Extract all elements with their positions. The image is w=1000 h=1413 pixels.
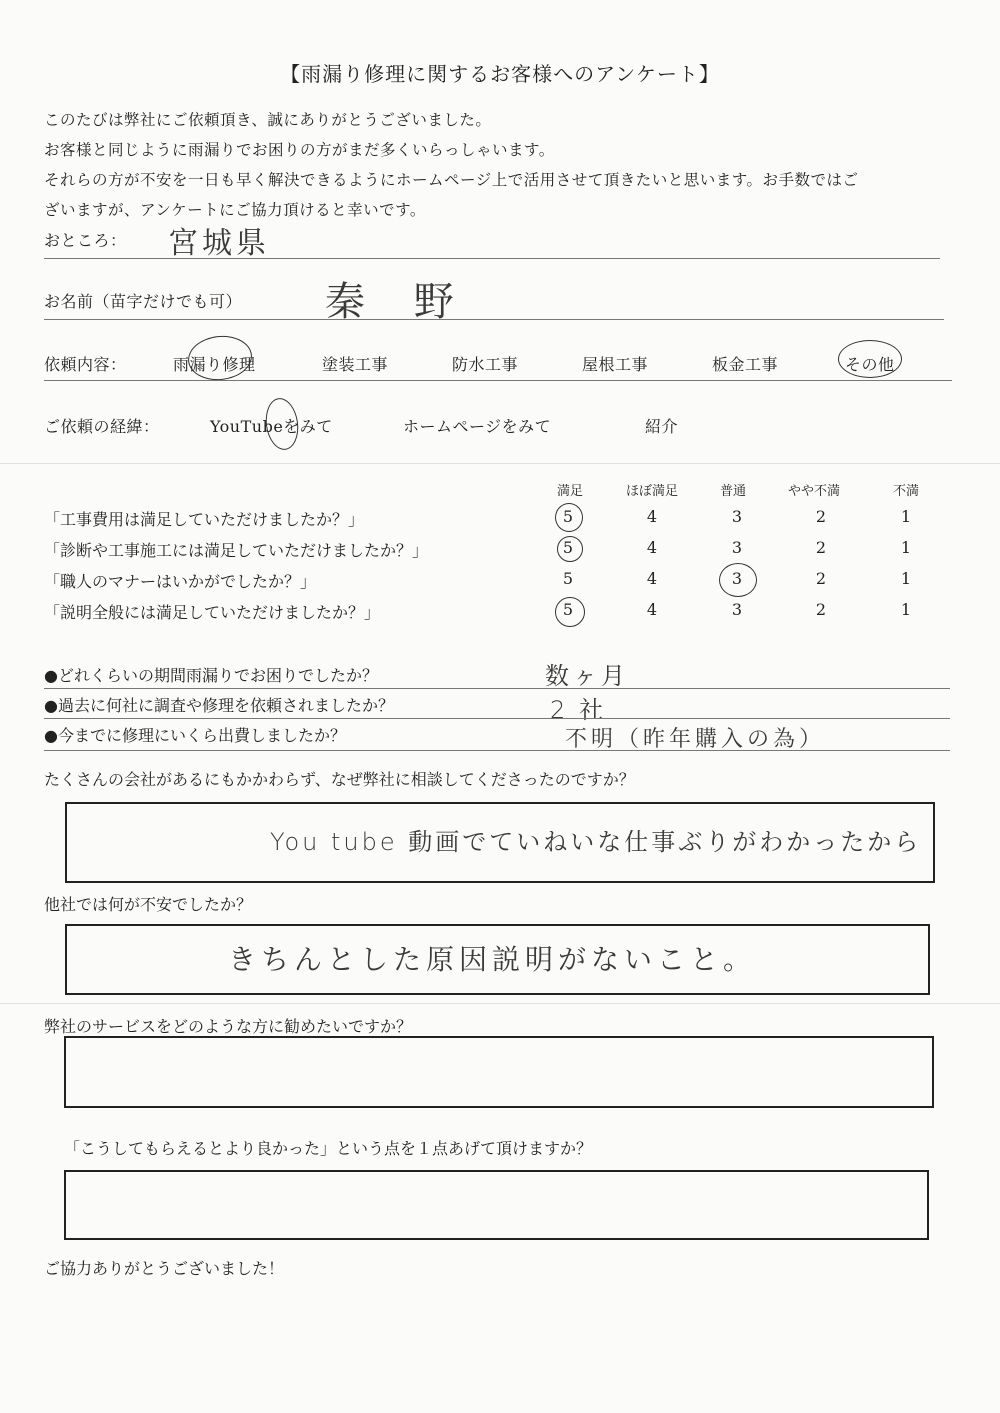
request-underline [44,380,952,381]
answer-circle [557,536,583,562]
scale-header: ほぼ満足 [625,484,678,499]
satisfaction-question: 「工事費用は満足していただけましたか？」 [44,510,365,529]
scale-option[interactable]: 5 [562,600,574,619]
scale-option[interactable]: 5 [562,569,574,588]
free-question: たくさんの会社があるにもかかわらず、なぜ弊社に相談してくださったのですか？ [44,770,635,789]
scale-option[interactable]: 3 [731,507,743,526]
bullet-underline [44,718,950,719]
source-label: ご依頼の経緯： [44,417,160,436]
name-underline [44,319,944,320]
scale-option[interactable]: 4 [646,538,658,557]
bullet-question: ●どれくらいの期間雨漏りでお困りでしたか？ [44,666,378,685]
satisfaction-question: 「診断や工事施工には満足していただけましたか？」 [44,541,429,560]
bullet-answer[interactable]: 2社 [550,696,618,724]
scale-option[interactable]: 1 [900,600,912,619]
request-label: 依頼内容： [44,355,127,374]
scale-option[interactable]: 3 [731,538,743,557]
bullet-answer[interactable]: 不明（昨年購入の為） [565,727,826,752]
intro-line: このたびは弊社にご依頼頂き、誠にありがとうございました。 [44,111,492,129]
paper-fold-line [0,1003,1000,1004]
scale-option[interactable]: 1 [900,538,912,557]
address-underline [44,258,940,259]
request-option-amamori[interactable]: 雨漏り修理 [173,355,256,374]
address-value[interactable]: 宮城県 [168,226,270,261]
scale-option[interactable]: 2 [815,600,827,619]
free-answer: You tube 動画でていねいな仕事ぶりがわかったから [270,828,922,856]
scale-header: 不満 [892,484,919,499]
source-option-youtube[interactable]: YouTubeをみて [210,417,333,436]
scale-option[interactable]: 2 [815,538,827,557]
scale-option[interactable]: 5 [562,538,574,557]
answer-circle [719,563,757,597]
name-value[interactable]: 秦 野 [325,279,472,325]
request-option-yane[interactable]: 屋根工事 [582,355,649,374]
bullet-question: ●今までに修理にいくら出費しましたか？ [44,726,346,745]
intro-line: お客様と同じように雨漏りでお困りの方がまだ多くいらっしゃいます。 [44,141,555,159]
scale-option[interactable]: 5 [562,507,574,526]
scale-option[interactable]: 4 [646,569,658,588]
scale-header: やや不満 [787,484,840,499]
satisfaction-question: 「説明全般には満足していただけましたか？」 [44,603,381,622]
scale-header: 満足 [556,484,583,499]
selection-circle [838,340,902,378]
answer-box[interactable] [64,1036,934,1108]
free-question: 他社では何が不安でしたか？ [44,895,253,914]
request-option-other[interactable]: その他 [845,355,895,374]
answer-box[interactable] [64,1170,929,1240]
source-option-referral[interactable]: 紹介 [645,417,679,436]
request-option-bousui[interactable]: 防水工事 [452,355,519,374]
scale-option[interactable]: 3 [731,569,743,588]
paper-fold-line [0,463,1000,464]
scale-option[interactable]: 1 [900,569,912,588]
bullet-underline [44,688,950,689]
scale-option[interactable]: 4 [646,507,658,526]
intro-line: ざいますが、アンケートにご協力頂けると幸いです。 [44,201,426,219]
closing-text: ご協力ありがとうございました！ [44,1259,285,1278]
satisfaction-question: 「職人のマナーはいかがでしたか？」 [44,572,317,591]
answer-circle [555,503,583,532]
source-option-homepage[interactable]: ホームページをみて [403,417,552,436]
bullet-answer[interactable]: 数ヶ月 [545,662,629,690]
bullet-underline [44,750,950,751]
scale-option[interactable]: 3 [731,600,743,619]
scale-option[interactable]: 2 [815,569,827,588]
answer-circle [555,597,585,627]
survey-title: 【雨漏り修理に関するお客様へのアンケート】 [280,62,720,86]
scale-option[interactable]: 2 [815,507,827,526]
scale-header: 普通 [719,484,746,499]
scale-option[interactable]: 1 [900,507,912,526]
free-question: 「こうしてもらえるとより良かった」という点を１点あげて頂けますか？ [64,1139,593,1158]
intro-line: それらの方が不安を一日も早く解決できるようにホームページ上で活用させて頂きたいと思います。お手数ではご [44,171,859,189]
selection-circle [263,396,302,452]
name-label: お名前（苗字だけでも可） [44,292,243,311]
request-option-tosou[interactable]: 塗装工事 [322,355,389,374]
selection-circle [186,333,254,383]
address-label: おところ： [44,231,127,250]
scale-option[interactable]: 4 [646,600,658,619]
request-option-bankin[interactable]: 板金工事 [712,355,779,374]
bullet-question: ●過去に何社に調査や修理を依頼されましたか？ [44,696,394,715]
free-answer: きちんとした原因説明がないこと。 [228,943,757,976]
free-question: 弊社のサービスをどのような方に勧めたいですか？ [44,1017,413,1036]
